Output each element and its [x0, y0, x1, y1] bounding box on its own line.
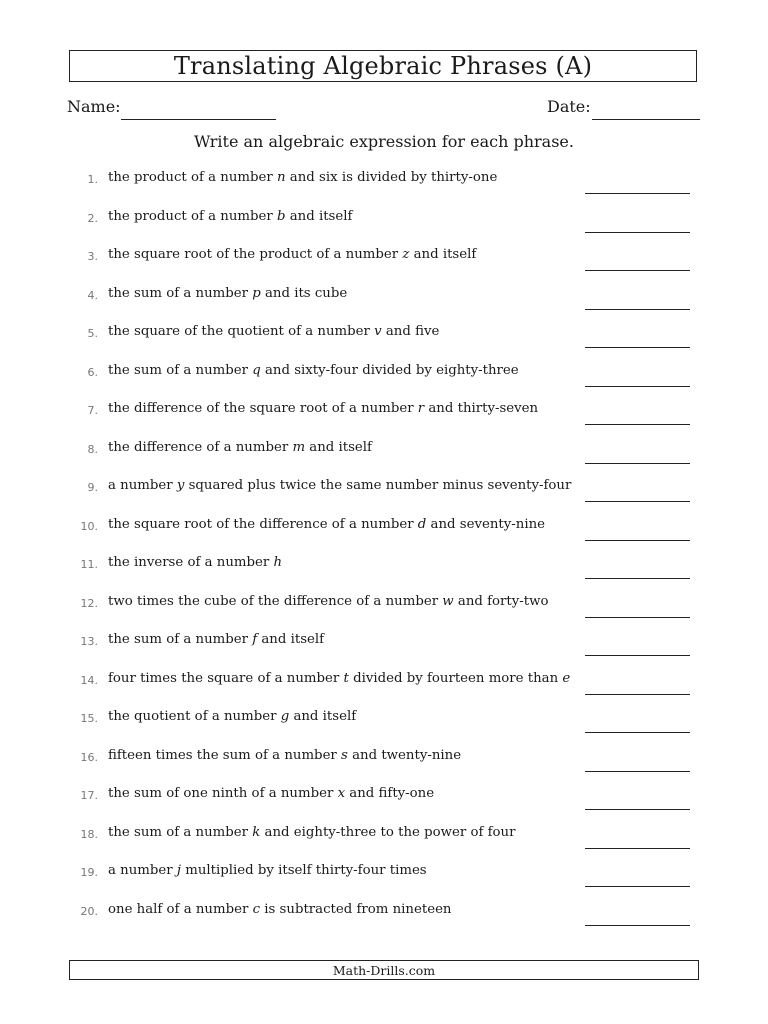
- answer-line[interactable]: [585, 848, 690, 849]
- question-text-before: the square root of the product of a number: [108, 247, 403, 262]
- question-text: [108, 517, 545, 532]
- question-text-before: two times the cube of the difference of a number: [108, 593, 443, 609]
- question-variable: f: [252, 632, 258, 647]
- question-text-after: and itself: [289, 709, 357, 724]
- question-text-before: the square of the quotient of a number: [108, 324, 375, 339]
- question-variable: y: [176, 478, 185, 493]
- question-text-after: and five: [381, 324, 440, 339]
- answer-line[interactable]: [585, 617, 690, 618]
- question-text-after: and eighty-three to the power of four: [260, 824, 516, 840]
- question-text-before: the sum of a number: [108, 632, 253, 647]
- question-number: 5.: [87, 327, 98, 340]
- question-text-before: the sum of one ninth of a number: [108, 786, 338, 801]
- name-label: Name:: [67, 97, 121, 116]
- question-variable: s: [341, 747, 348, 763]
- question-text-after: divided by fourteen more than: [348, 670, 563, 686]
- question-variable: r: [417, 401, 425, 416]
- question-row: [0, 902, 768, 922]
- question-number: 20.: [80, 904, 98, 918]
- question-row: [0, 671, 768, 691]
- question-text: [108, 170, 497, 185]
- question-number: 18.: [80, 827, 98, 841]
- question-row: [0, 555, 768, 575]
- answer-line[interactable]: [585, 578, 690, 579]
- question-text-after: and itself: [285, 208, 353, 224]
- question-text-before: the difference of the square root of a number: [108, 401, 418, 416]
- question-text-before: one half of a number: [108, 901, 253, 917]
- question-text: [108, 709, 356, 724]
- question-row: [0, 786, 768, 806]
- question-text-after: multiplied by itself thirty-four times: [180, 863, 427, 878]
- answer-line[interactable]: [585, 463, 690, 464]
- question-variable: e: [562, 670, 571, 686]
- question-text: [108, 478, 571, 493]
- answer-line[interactable]: [585, 347, 690, 348]
- question-variable: z: [402, 247, 410, 262]
- answer-line[interactable]: [585, 501, 690, 502]
- question-text-before: the difference of a number: [108, 439, 293, 455]
- question-text-after: and seventy-nine: [426, 516, 546, 532]
- question-number: 17.: [80, 789, 98, 802]
- question-variable: x: [337, 786, 346, 801]
- question-text-after: is subtracted from nineteen: [260, 901, 452, 917]
- answer-line[interactable]: [585, 540, 690, 541]
- question-variable: d: [417, 516, 427, 532]
- date-label: Date:: [547, 97, 591, 116]
- question-variable: g: [280, 709, 290, 724]
- question-number: 13.: [80, 635, 98, 648]
- question-text-before: a number: [108, 863, 177, 878]
- question-row: [0, 170, 768, 190]
- question-text-after: and sixty-four divided by eighty-three: [260, 362, 519, 378]
- question-variable: b: [276, 208, 286, 224]
- question-variable: k: [252, 824, 261, 840]
- question-text-before: the product of a number: [108, 208, 277, 224]
- answer-line[interactable]: [585, 309, 690, 310]
- question-text-before: the square root of the difference of a number: [108, 516, 418, 532]
- question-variable: j: [176, 863, 181, 878]
- answer-line[interactable]: [585, 809, 690, 810]
- question-number: 1.: [87, 173, 98, 186]
- worksheet-title: Translating Algebraic Phrases (A): [69, 50, 697, 82]
- question-row: [0, 440, 768, 460]
- question-number: 11.: [80, 558, 98, 571]
- answer-line[interactable]: [585, 193, 690, 194]
- question-number: 19.: [80, 866, 98, 879]
- question-variable: h: [273, 555, 283, 570]
- question-row: [0, 632, 768, 652]
- question-text: [108, 440, 372, 455]
- question-variable: w: [442, 593, 454, 609]
- question-text: [108, 209, 352, 224]
- question-number: 7.: [87, 404, 98, 417]
- question-text-after: and twenty-nine: [347, 747, 462, 763]
- question-number: 9.: [87, 481, 98, 494]
- answer-line[interactable]: [585, 771, 690, 772]
- answer-line[interactable]: [585, 694, 690, 695]
- question-text: [108, 594, 549, 609]
- question-text-before: fifteen times the sum of a number: [108, 747, 342, 763]
- question-text-after: and itself: [305, 439, 372, 455]
- question-row: [0, 594, 768, 614]
- question-row: [0, 517, 768, 537]
- instructions: Write an algebraic expression for each phrase.: [194, 132, 574, 151]
- question-text: [108, 286, 347, 301]
- question-row: [0, 247, 768, 267]
- answer-line[interactable]: [585, 732, 690, 733]
- question-variable: t: [343, 670, 349, 686]
- question-text-after: and six is divided by thirty-one: [285, 170, 498, 185]
- question-text-after: and forty-two: [453, 593, 549, 609]
- question-text-after: and fifty-one: [345, 786, 435, 801]
- question-text: [108, 555, 282, 570]
- question-text-before: four times the square of a number: [108, 670, 344, 686]
- question-number: 3.: [87, 250, 98, 263]
- answer-line[interactable]: [585, 386, 690, 387]
- question-text: [108, 825, 515, 840]
- question-number: 2.: [87, 211, 98, 225]
- question-text: [108, 902, 452, 917]
- question-text-after: and its cube: [260, 285, 348, 301]
- question-text-before: the sum of a number: [108, 362, 253, 378]
- question-text-after: and thirty-seven: [424, 401, 539, 416]
- question-row: [0, 709, 768, 729]
- question-number: 14.: [80, 673, 98, 687]
- question-row: [0, 286, 768, 306]
- question-row: [0, 825, 768, 845]
- question-text: [108, 401, 538, 416]
- answer-line[interactable]: [585, 232, 690, 233]
- question-text-before: the inverse of a number: [108, 555, 274, 570]
- question-text-before: the sum of a number: [108, 824, 253, 840]
- answer-line[interactable]: [585, 925, 690, 926]
- question-row: [0, 209, 768, 229]
- question-text-after: and itself: [409, 247, 477, 262]
- question-text-before: a number: [108, 478, 177, 493]
- question-number: 15.: [80, 712, 98, 725]
- question-text-before: the product of a number: [108, 170, 277, 185]
- question-text: [108, 863, 427, 878]
- footer-credit: Math-Drills.com: [69, 960, 699, 980]
- question-text-before: the sum of a number: [108, 285, 253, 301]
- question-variable: n: [276, 170, 286, 185]
- answer-line[interactable]: [585, 424, 690, 425]
- question-text: [108, 324, 439, 339]
- question-row: [0, 324, 768, 344]
- question-variable: c: [252, 901, 261, 917]
- question-text-before: the quotient of a number: [108, 709, 281, 724]
- answer-line[interactable]: [585, 270, 690, 271]
- question-number: 10.: [80, 519, 98, 533]
- question-text: [108, 363, 519, 378]
- question-text: [108, 247, 476, 262]
- question-row: [0, 478, 768, 498]
- question-row: [0, 401, 768, 421]
- question-text-after: squared plus twice the same number minus seventy-four: [184, 478, 572, 493]
- question-text: [108, 632, 324, 647]
- question-row: [0, 748, 768, 768]
- question-number: 12.: [80, 596, 98, 610]
- question-row: [0, 863, 768, 883]
- question-text: [108, 786, 434, 801]
- question-text: [108, 748, 461, 763]
- question-variable: v: [374, 324, 382, 339]
- question-row: [0, 363, 768, 383]
- question-variable: p: [252, 285, 261, 301]
- question-number: 6.: [87, 365, 98, 379]
- question-variable: q: [252, 362, 261, 378]
- question-number: 16.: [80, 750, 98, 764]
- answer-line[interactable]: [585, 886, 690, 887]
- question-number: 8.: [87, 442, 98, 456]
- question-text: [108, 671, 570, 686]
- question-text-after: and itself: [257, 632, 325, 647]
- answer-line[interactable]: [585, 655, 690, 656]
- question-variable: m: [292, 439, 306, 455]
- question-number: 4.: [87, 288, 98, 302]
